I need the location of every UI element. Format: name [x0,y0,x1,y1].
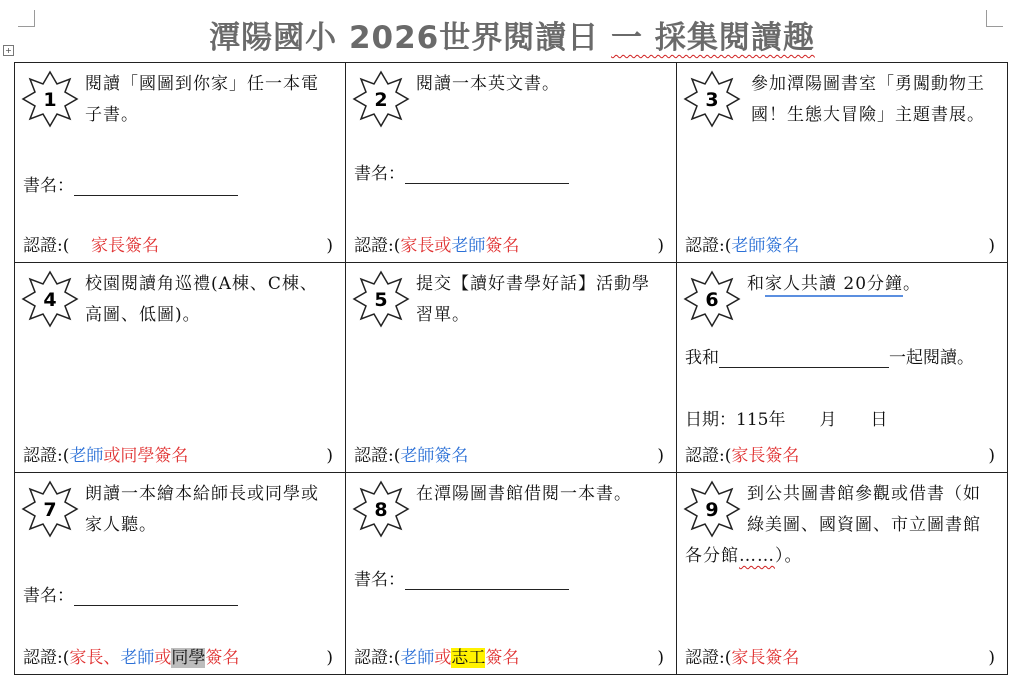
activity-cell-4 [15,263,346,473]
certification-line: 認證:(老師或同學簽名 ) [23,446,333,466]
activity-grid [14,62,1008,675]
certification-line: 認證:( 家長簽名 ) [23,236,333,256]
book-name-row: 書名： [23,171,238,196]
book-name-row: 書名： [23,581,238,606]
activity-number: 3 [705,89,719,111]
activity-cell-5 [346,263,677,473]
certification-line: 認證:(家長、老師或同學簽名 ) [23,648,333,668]
task-text: 閱讀一本英文書。 [416,74,560,94]
signer-label: 老師簽名 [731,236,800,256]
activity-number: 4 [43,289,57,311]
book-name-row: 書名： [354,565,569,590]
activity-number: 8 [374,499,388,521]
activity-cell-9 [677,473,1008,675]
certification-line: 認證:(家長簽名 ) [685,446,995,466]
table-move-handle-icon[interactable]: + [3,45,14,56]
book-name-field[interactable] [405,571,569,590]
signer-label: 老師簽名 [400,446,469,466]
task-text: 提交【讀好書學好話】活動學習單。 [416,274,650,325]
certification-line: 認證:(家長簽名 ) [685,648,995,668]
signer-label: 家長簽名 [731,648,800,668]
task-text: 和家人共讀 20分鐘。 [685,269,997,331]
certification-line: 認證:(家長或老師簽名 ) [354,236,664,256]
companion-field[interactable] [719,349,889,368]
book-name-field[interactable] [74,177,238,196]
task-text: 在潭陽圖書館借閱一本書。 [416,484,632,504]
activity-number: 6 [705,289,719,311]
signer-label: 家長簽名 [731,446,800,466]
activity-cell-3 [677,63,1008,263]
certification-line: 認證:(老師或志工簽名 ) [354,648,664,668]
task-text: 朗讀一本繪本給師長或同學或家人聽。 [85,484,319,535]
book-name-field[interactable] [74,587,238,606]
companion-row: 我和 一起閱讀。 [685,348,974,368]
title-accent: 一 採集閱讀趣 [611,20,815,56]
activity-cell-8 [346,473,677,675]
activity-number: 7 [43,499,57,521]
task-text: 參加潭陽圖書室「勇闖動物王國！生態大冒險」主題書展。 [751,74,985,125]
page-title [0,12,1024,57]
activity-number: 5 [374,289,388,311]
activity-number: 2 [374,89,388,111]
task-text: 校園閱讀角巡禮(A棟、C棟、高圖、低圖)。 [85,274,318,325]
task-text: 到公共圖書館參觀或借書（如綠美圖、國資圖、市立圖書館各分館……）。 [685,484,981,566]
activity-number: 1 [43,89,57,111]
activity-number: 9 [705,499,719,521]
title-main: 潭陽國小 2026世界閱讀日 [209,20,600,56]
activity-cell-1 [15,63,346,263]
certification-line: 認證:(老師簽名 ) [354,446,664,466]
activity-cell-7 [15,473,346,675]
date-row: 日期：115年 月 日 [685,410,888,430]
task-text: 閱讀「國圖到你家」任一本電子書。 [85,74,319,125]
signer-label: 家長簽名 [91,236,159,256]
certification-line: 認證:(老師簽名 ) [685,236,995,256]
book-name-row: 書名： [354,159,569,184]
activity-cell-2 [346,63,677,263]
activity-cell-6 [677,263,1008,473]
book-name-field[interactable] [405,165,569,184]
